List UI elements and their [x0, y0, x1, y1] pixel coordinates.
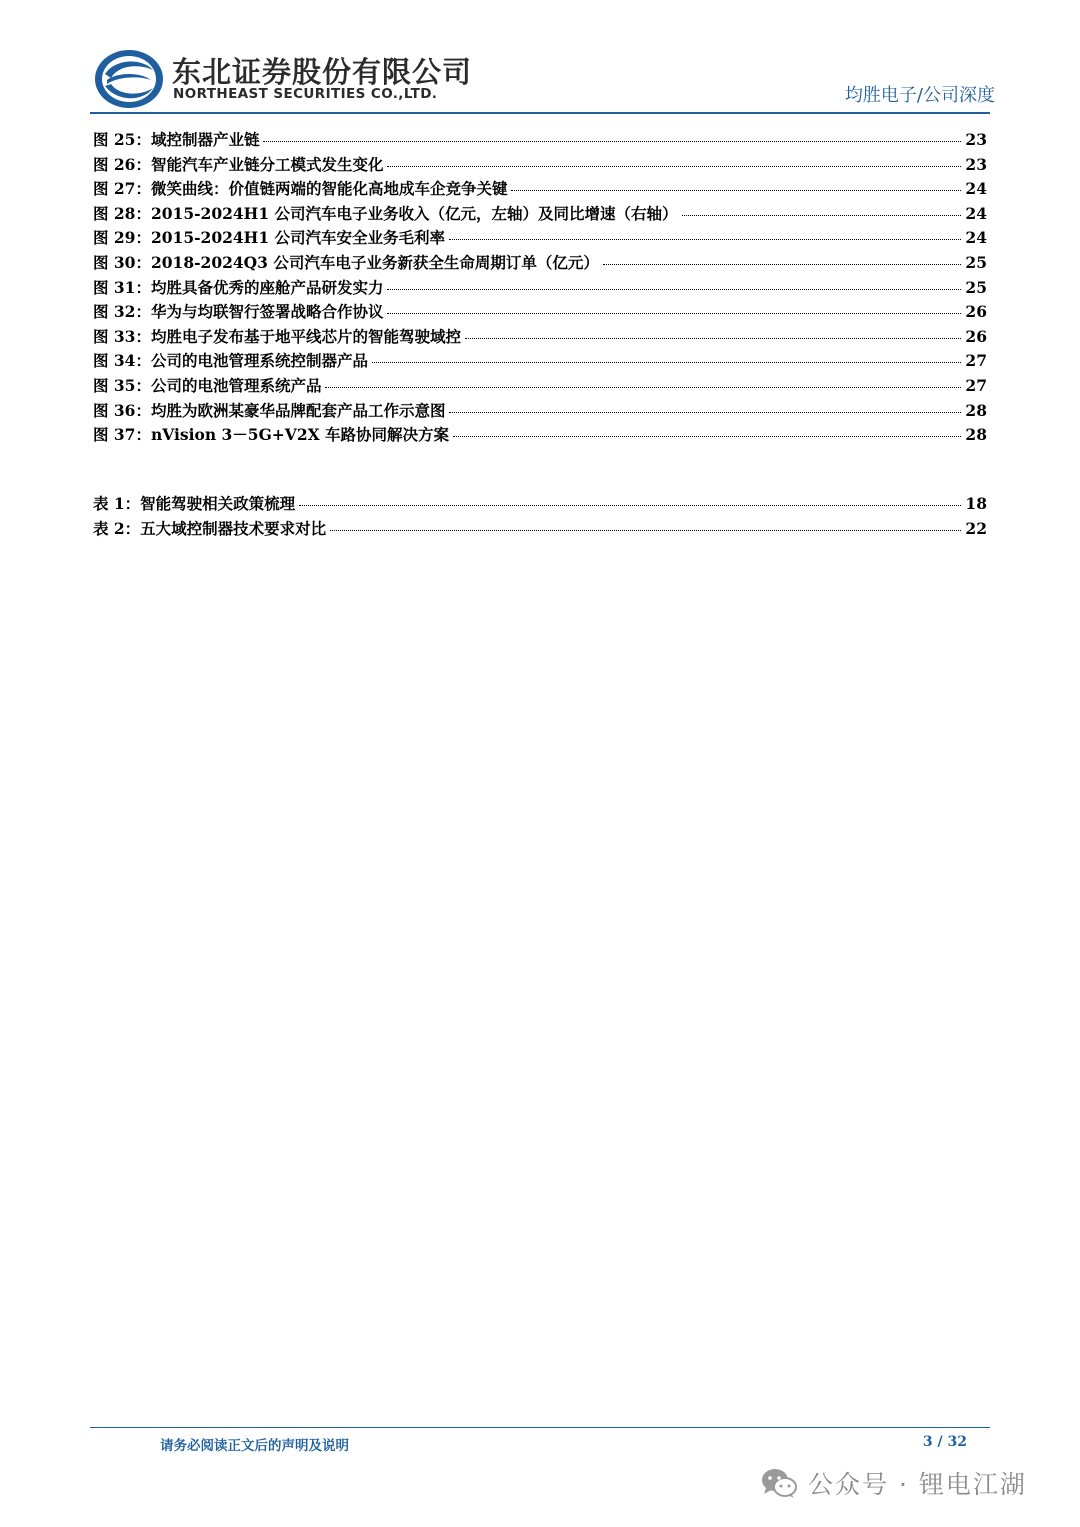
toc-leader — [453, 436, 961, 437]
toc-entry-page: 27 — [965, 375, 987, 395]
tables-toc — [93, 492, 987, 541]
toc-entry-page: 23 — [965, 130, 987, 149]
toc-entry[interactable] — [93, 153, 987, 178]
toc-entry[interactable] — [93, 226, 987, 251]
page-indicator: 3 / 32 — [922, 1434, 967, 1450]
page-header — [0, 0, 1080, 120]
toc-entry-page: 24 — [965, 179, 987, 199]
company-name-cn: 东北证券股份有限公司 — [172, 55, 473, 89]
toc-entry[interactable] — [93, 276, 987, 301]
toc-entry-page: 22 — [965, 518, 987, 538]
toc-entry[interactable] — [93, 517, 987, 542]
toc-leader — [325, 387, 961, 388]
toc-entry-label: 图 29：2015-2024H1 公司汽车安全业务毛利率 — [93, 228, 446, 248]
toc-leader — [603, 264, 962, 265]
toc-entry-label: 图 32：华为与均联智行签署战略合作协议 — [93, 302, 384, 322]
toc-leader — [387, 313, 961, 314]
watermark — [760, 1463, 1027, 1503]
toc-entry-label: 图 25：域控制器产业链 — [93, 130, 260, 149]
toc-entry-page: 18 — [965, 494, 987, 513]
toc-leader — [387, 289, 961, 290]
figures-toc — [93, 128, 987, 448]
toc-entry-label: 图 27：微笑曲线：价值链两端的智能化高地成车企竞争关键 — [93, 179, 508, 199]
toc-entry-page: 28 — [965, 425, 987, 445]
toc-leader — [299, 505, 961, 506]
toc-entry-page: 23 — [965, 154, 987, 174]
toc-entry-label: 图 35：公司的电池管理系统产品 — [93, 375, 322, 395]
toc-entry-page: 25 — [965, 252, 987, 272]
toc-leader — [330, 530, 961, 531]
toc-leader — [449, 239, 961, 240]
toc-leader — [449, 412, 961, 413]
toc-entry-page: 24 — [965, 203, 987, 223]
toc-entry[interactable] — [93, 202, 987, 227]
disclaimer-note: 请务必阅读正文后的声明及说明 — [160, 1438, 349, 1454]
toc-leader — [465, 338, 961, 339]
toc-entry[interactable] — [93, 177, 987, 202]
toc-entry[interactable] — [93, 349, 987, 374]
toc-entry-label: 图 28：2015-2024H1 公司汽车电子业务收入（亿元，左轴）及同比增速（右轴） — [93, 203, 678, 223]
watermark-text: 公众号 · 锂电江湖 — [808, 1470, 1027, 1499]
toc-entry-label: 表 2：五大域控制器技术要求对比 — [93, 518, 327, 538]
toc-leader — [372, 362, 961, 363]
toc-entry-page: 26 — [965, 302, 987, 322]
toc-leader — [511, 190, 961, 191]
northeast-securities-logo-icon — [93, 48, 165, 110]
toc-leader — [263, 141, 961, 142]
toc-entry[interactable] — [93, 492, 987, 517]
toc-entry-page: 24 — [965, 228, 987, 248]
wechat-icon — [760, 1467, 798, 1499]
toc-entry[interactable] — [93, 423, 987, 448]
company-name-en: NORTHEAST SECURITIES CO.,LTD. — [173, 86, 438, 102]
toc-leader — [682, 215, 962, 216]
toc-entry-page: 27 — [965, 351, 987, 371]
toc-entry-page: 25 — [965, 277, 987, 297]
toc-entry[interactable] — [93, 300, 987, 325]
toc-entry-label: 图 26：智能汽车产业链分工模式发生变化 — [93, 154, 384, 174]
toc-entry[interactable] — [93, 399, 987, 424]
toc-entry-page: 28 — [965, 400, 987, 420]
toc-leader — [387, 166, 961, 167]
toc-entry[interactable] — [93, 374, 987, 399]
toc-entry-label: 图 31：均胜具备优秀的座舱产品研发实力 — [93, 277, 384, 297]
toc-entry-label: 表 1：智能驾驶相关政策梳理 — [93, 494, 296, 513]
toc-entry[interactable] — [93, 251, 987, 276]
report-tag: 均胜电子/公司深度 — [844, 85, 995, 106]
toc-entry-label: 图 36：均胜为欧洲某豪华品牌配套产品工作示意图 — [93, 400, 446, 420]
footer-divider — [90, 1427, 990, 1428]
toc-entry[interactable] — [93, 128, 987, 153]
header-divider — [90, 112, 990, 114]
toc-entry[interactable] — [93, 325, 987, 350]
toc-entry-label: 图 33：均胜电子发布基于地平线芯片的智能驾驶域控 — [93, 326, 461, 346]
toc-entry-label: 图 34：公司的电池管理系统控制器产品 — [93, 351, 368, 371]
toc-entry-page: 26 — [965, 326, 987, 346]
toc-entry-label: 图 37：nVision 3－5G+V2X 车路协同解决方案 — [93, 425, 450, 445]
toc-entry-label: 图 30：2018-2024Q3 公司汽车电子业务新获全生命周期订单（亿元） — [93, 252, 599, 272]
